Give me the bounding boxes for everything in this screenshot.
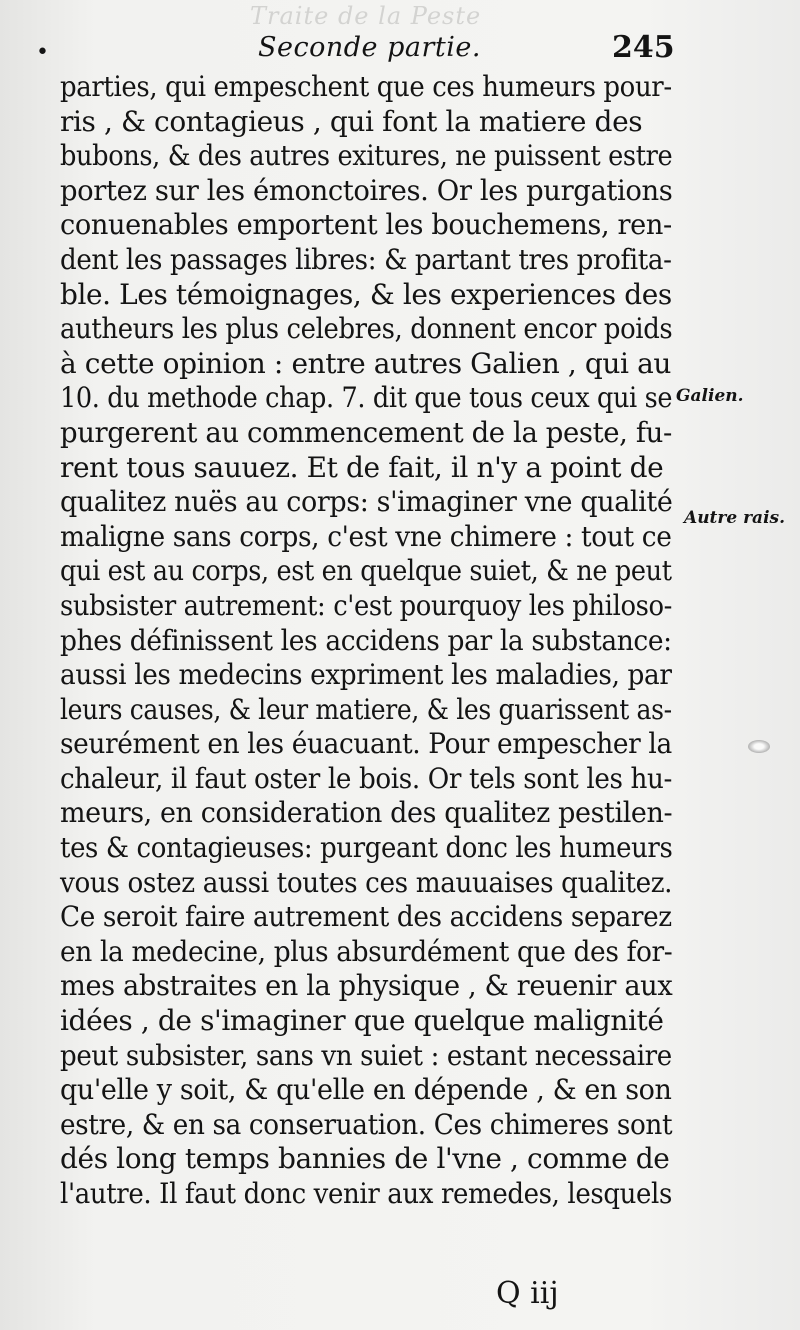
text-line: ris , & contagieus , qui font la matiere des	[60, 104, 643, 138]
text-line: 10. du methode chap. 7. dit que tous ceux qui se	[60, 381, 673, 415]
margin-mark: •	[36, 40, 49, 65]
text-line: subsister autrement: c'est pourquoy les philoso-	[60, 588, 673, 622]
catchword-signature: Q iij	[496, 1276, 559, 1311]
margin-note-galien: Galien.	[676, 386, 744, 406]
text-line: portez sur les émonctoires. Or les purgations	[60, 173, 673, 207]
text-line: dés long temps bannies de l'vne , comme de	[60, 1142, 670, 1176]
text-line: estre, & en sa conseruation. Ces chimeres sont	[60, 1107, 673, 1141]
text-line: qualitez nuës au corps: s'imaginer vne qualité	[60, 485, 673, 519]
text-line: mes abstraites en la physique , & reuenir aux	[60, 969, 673, 1003]
text-line: rent tous sauuez. Et de fait, il n'y a point de	[60, 450, 664, 484]
text-line: autheurs les plus celebres, donnent encor poids	[60, 312, 673, 346]
text-line: Ce seroit faire autrement des accidens separez	[60, 900, 672, 934]
text-line: maligne sans corps, c'est vne chimere : tout ce	[60, 519, 672, 553]
margin-note-autre-raison: Autre rais.	[684, 508, 786, 528]
text-line: idées , de s'imaginer que quelque malignité	[60, 1004, 664, 1038]
text-line: ble. Les témoignages, & les experiences des	[60, 277, 672, 311]
text-line: tes & contagieuses: purgeant donc les humeurs	[60, 831, 673, 865]
ink-smudge	[748, 740, 770, 753]
text-line: dent les passages libres: & partant tres profita-	[60, 242, 672, 276]
text-line: phes définissent les accidens par la substance:	[60, 623, 672, 657]
text-line: vous ostez aussi toutes ces mauuaises qualitez.	[60, 865, 673, 899]
text-line: meurs, en consideration des qualitez pestilen-	[60, 796, 673, 830]
text-line: chaleur, il faut oster le bois. Or tels sont les hu-	[60, 761, 673, 795]
text-line: l'autre. Il faut donc venir aux remedes, lesquels	[60, 1177, 672, 1210]
text-line: qu'elle y soit, & qu'elle en dépende , & en son	[60, 1073, 672, 1107]
body-text	[60, 70, 672, 1212]
bleed-through-text: Traite de la Peste	[250, 2, 482, 30]
text-line: parties, qui empeschent que ces humeurs pour-	[60, 70, 672, 103]
text-line: à cette opinion : entre autres Galien , qui au	[60, 346, 671, 380]
text-line: seurément en les éuacuant. Pour empescher la	[60, 727, 672, 761]
text-line: qui est au corps, est en quelque suiet, & ne peut	[60, 554, 672, 588]
text-line: peut subsister, sans vn suiet : estant necessaire	[60, 1038, 672, 1072]
text-line: bubons, & des autres exitures, ne puissent estre	[60, 139, 673, 173]
text-line: en la medecine, plus absurdément que des for-	[60, 934, 673, 968]
text-line: purgerent au commencement de la peste, fu-	[60, 415, 672, 449]
text-line: conuenables emportent les bouchemens, ren-	[60, 208, 672, 242]
text-line: aussi les medecins expriment les maladies, par	[60, 658, 672, 692]
page-header	[0, 28, 800, 68]
page-number: 245	[612, 30, 675, 65]
text-line: leurs causes, & leur matiere, & les guarissent as-	[60, 692, 672, 726]
running-head: Seconde partie.	[258, 32, 481, 63]
